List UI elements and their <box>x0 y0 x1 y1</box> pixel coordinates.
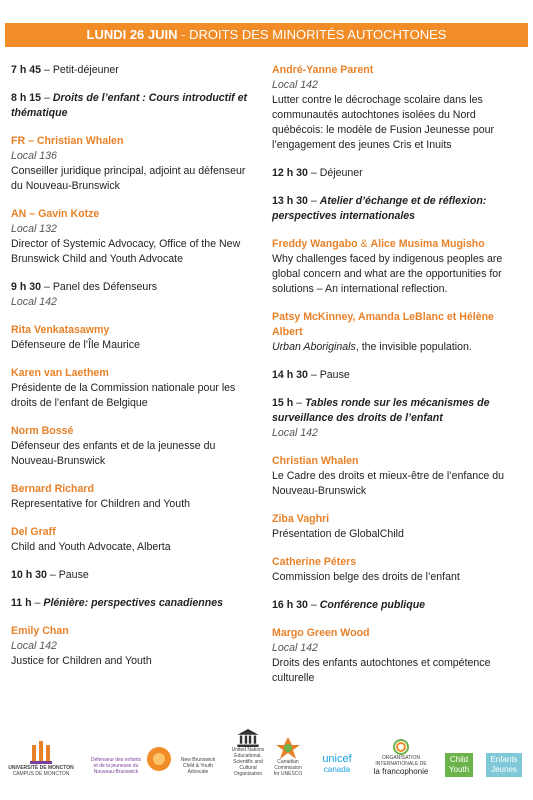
logo-text: Canadian <box>277 759 299 765</box>
speaker-block <box>11 624 257 669</box>
child-youth-logo <box>440 733 478 777</box>
canadian-commission-unesco-logo <box>270 729 306 777</box>
speaker-block <box>272 626 524 686</box>
speaker-name: Patsy McKinney, Amanda LeBlanc et Hélène Albert <box>272 311 494 338</box>
left-column <box>11 63 257 682</box>
speaker-description: , the invisible population. <box>355 341 472 353</box>
moncton-emblem-icon <box>30 741 52 765</box>
room-label: Local 136 <box>11 150 57 162</box>
item-text: Panel des Défenseurs <box>52 281 158 293</box>
agenda-item <box>11 280 257 310</box>
time: 14 h 30 <box>272 369 308 381</box>
speaker-name: Ziba Vaghri <box>272 513 330 525</box>
room-label: Local 142 <box>272 427 318 439</box>
speaker-name: André-Yanne Parent <box>272 64 374 76</box>
speaker-description: Director of Systemic Advocacy, Office of the New Brunswick Child and Youth Advocate <box>11 238 241 265</box>
logo-text: Commission <box>274 765 302 771</box>
logo-text: New Brunswick Child & Youth Advocate <box>180 757 216 775</box>
unesco-logo <box>228 729 268 777</box>
agenda-item <box>272 396 524 441</box>
dash: – <box>46 569 59 581</box>
speaker-name: Bernard Richard <box>11 483 95 495</box>
enfants-jeunes-logo <box>482 733 526 777</box>
speaker-block <box>272 63 524 153</box>
agenda-item <box>272 166 524 181</box>
header-day: LUNDI 26 JUIN <box>86 27 178 42</box>
logo-text: UNIVERSITÉ DE MONCTON <box>8 765 74 771</box>
room-label: Local 142 <box>272 79 318 91</box>
agenda-item <box>11 63 257 78</box>
speaker-description: Présidente de la Commission nationale pour les droits de l’enfant de Belgique <box>11 382 236 409</box>
logo-text: Child <box>449 755 469 764</box>
dash: – <box>293 397 305 409</box>
time: 10 h 30 <box>11 569 47 581</box>
time: 12 h 30 <box>272 167 308 179</box>
speaker-description: Commission belge des droits de l’enfant <box>272 571 460 583</box>
session-title: Droits de l’enfant : Cours introductif et thématique <box>11 92 248 119</box>
speaker-name: Rita Venkatasawmy <box>11 324 110 336</box>
dash: – <box>31 597 44 609</box>
time: 11 h <box>11 597 32 609</box>
logo-text: Enfants <box>490 755 518 764</box>
speaker-name: Christian Whalen <box>272 455 359 467</box>
unicef-canada-logo <box>310 739 364 775</box>
speaker-name: Catherine Péters <box>272 556 357 568</box>
agenda-item <box>11 596 257 611</box>
header-theme: DROITS DES MINORITÉS AUTOCHTONES <box>189 27 447 42</box>
right-column <box>272 63 524 699</box>
session-title: Plénière: perspectives canadiennes <box>43 597 223 609</box>
logo-text: Educational, Scientific and <box>233 753 263 765</box>
speaker-block <box>272 454 524 499</box>
room-label: Local 142 <box>11 296 57 308</box>
speaker-description: Lutter contre le décrochage scolaire dans les communautés autochtones isolées du Nord québécois: le modèle de Fusion Jeunesse pour l’engagement des jeunes Cris et Inuits <box>272 94 495 151</box>
room-label: Local 142 <box>11 640 57 652</box>
agenda-item <box>11 568 257 583</box>
francophonie-ring-icon <box>392 739 410 755</box>
dash: – <box>41 92 53 104</box>
francophonie-wordmark: la francophonie <box>373 767 429 776</box>
agenda-item <box>11 91 257 121</box>
logo-text: CAMPUS DE MONCTON <box>12 771 70 777</box>
speaker-block <box>11 366 257 411</box>
dash: – <box>307 195 320 207</box>
agenda-item <box>272 194 524 224</box>
speaker-name: Norm Bossé <box>11 425 74 437</box>
time: 8 h 15 <box>11 92 42 104</box>
speaker-description: Présentation de GlobalChild <box>272 528 404 540</box>
header-separator: - <box>177 27 190 42</box>
nb-child-youth-advocate-logo <box>176 739 220 775</box>
ampersand: & <box>357 238 371 250</box>
speaker-block <box>272 555 524 585</box>
logo-text: Défenseur des enfants et de la jeunesse du Nouveau-Brunswick <box>90 757 142 775</box>
unesco-temple-icon <box>235 729 261 747</box>
speaker-block <box>272 237 524 297</box>
logo-text: United Nations <box>231 747 265 753</box>
francophonie-logo <box>368 737 434 777</box>
speaker-description: Le Cadre des droits et mieux-être de l’enfance du Nouveau-Brunswick <box>272 470 505 497</box>
speaker-description: Droits des enfants autochtones et compétence culturelle <box>272 657 491 684</box>
item-text: Pause <box>319 369 350 381</box>
dash: – <box>307 599 320 611</box>
dash: – <box>307 369 320 381</box>
speaker-name: Emily Chan <box>11 625 69 637</box>
dash: – <box>307 167 320 179</box>
dash: – <box>41 64 53 76</box>
speaker-description: Défenseure de l’Île Maurice <box>11 339 140 351</box>
speaker-name: Alice Musima Mugisho <box>370 238 485 250</box>
speaker-block <box>11 134 257 194</box>
speaker-block <box>272 310 524 355</box>
speaker-block <box>272 512 524 542</box>
item-text: Pause <box>58 569 89 581</box>
speaker-name: Karen van Laethem <box>11 367 109 379</box>
speaker-description: Justice for Children and Youth <box>11 655 152 667</box>
defenseur-logo <box>90 739 142 775</box>
speaker-description: Défenseur des enfants et de la jeunesse du Nouveau-Brunswick <box>11 440 216 467</box>
speaker-block <box>11 525 257 555</box>
time: 15 h <box>272 397 294 409</box>
page-header-banner <box>5 23 528 47</box>
session-title: Tables ronde sur les mécanismes de surveillance des droits de l’enfant <box>272 397 490 424</box>
speaker-name: Margo Green Wood <box>272 627 370 639</box>
logo-text: for UNESCO <box>273 771 303 777</box>
time: 9 h 30 <box>11 281 42 293</box>
item-text: Déjeuner <box>319 167 363 179</box>
sun-emblem-icon <box>144 737 174 773</box>
speaker-name: AN – Gavin Kotze <box>11 208 100 220</box>
speaker-name: Del Graff <box>11 526 56 538</box>
speaker-name: Freddy Wangabo <box>272 238 358 250</box>
sponsor-logos <box>0 725 533 785</box>
speaker-name: FR – Christian Whalen <box>11 135 124 147</box>
canada-wordmark: canada <box>323 765 351 774</box>
talk-title: Urban Aboriginals <box>272 341 356 353</box>
speaker-description: Why challenges faced by indigenous peoples are global concern and what are the opportunities for solutions – An international reflection. <box>272 253 503 295</box>
speaker-block <box>11 207 257 267</box>
time: 16 h 30 <box>272 599 308 611</box>
logo-text: Cultural Organization <box>233 765 263 777</box>
logo-text: Jeunes <box>491 765 517 774</box>
session-title: Conférence publique <box>319 599 426 611</box>
speaker-block <box>11 482 257 512</box>
speaker-description: Child and Youth Advocate, Alberta <box>11 541 171 553</box>
logo-text: Youth <box>448 765 470 774</box>
room-label: Local 142 <box>272 642 318 654</box>
agenda-item <box>272 598 524 613</box>
item-text: Petit-déjeuner <box>52 64 119 76</box>
room-label: Local 132 <box>11 223 57 235</box>
dash: – <box>41 281 53 293</box>
ccu-leaf-icon <box>276 737 300 759</box>
agenda-item <box>272 368 524 383</box>
speaker-block <box>11 323 257 353</box>
speaker-description: Conseiller juridique principal, adjoint au défenseur du Nouveau-Brunswick <box>11 165 246 192</box>
speaker-block <box>11 424 257 469</box>
time: 7 h 45 <box>11 64 42 76</box>
speaker-description: Representative for Children and Youth <box>11 498 191 510</box>
universite-moncton-logo <box>8 733 74 777</box>
time: 13 h 30 <box>272 195 308 207</box>
session-title: Atelier d’échange et de réflexion: perspectives internationales <box>272 195 487 222</box>
logo-text: ORGANISATION INTERNATIONALE DE <box>375 755 427 767</box>
unicef-wordmark: unicef <box>322 753 352 765</box>
